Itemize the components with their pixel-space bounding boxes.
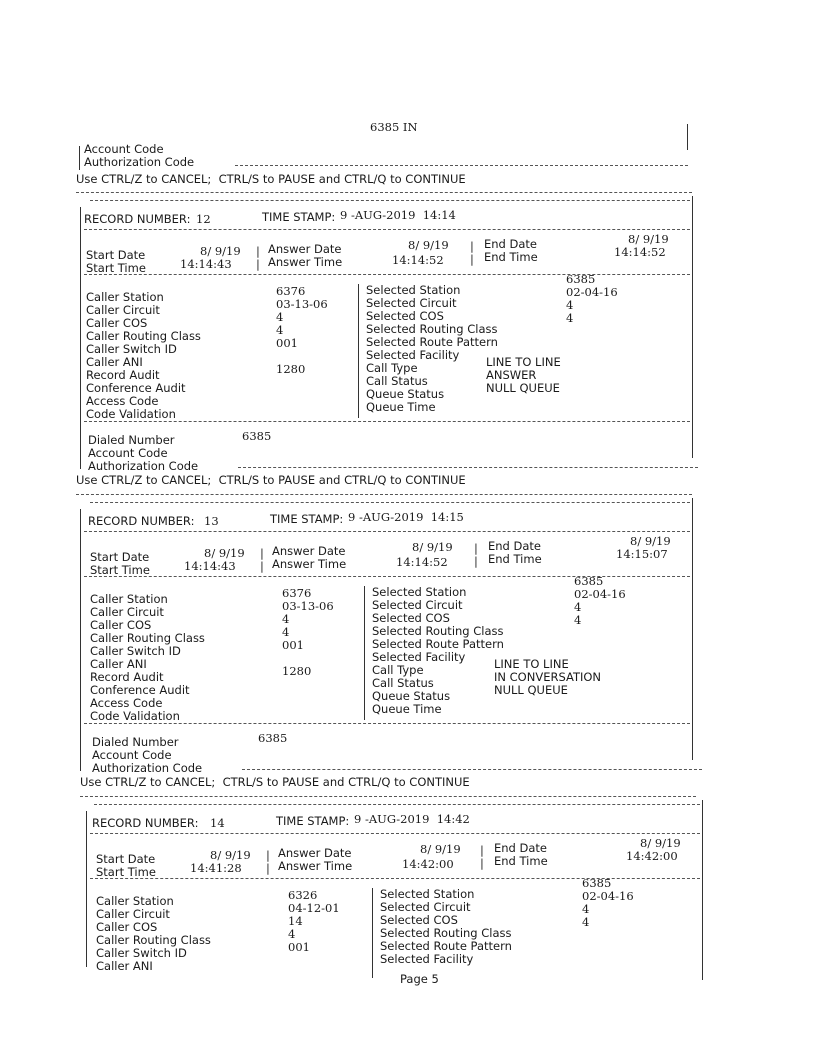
selected-cos-label: Selected COS [366, 309, 444, 323]
selected-circuit-label: Selected Circuit [380, 900, 471, 914]
selected-routing-class-value: 4 [566, 311, 574, 325]
selected-cos-label: Selected COS [380, 913, 458, 927]
selected-routing-class-label: Selected Routing Class [366, 322, 498, 336]
selected-cos-value: 4 [574, 600, 582, 614]
frame-edge [687, 124, 688, 150]
caller-routing-class-label: Caller Routing Class [96, 933, 211, 947]
start-time: 14:41:28 [190, 861, 242, 875]
call-status-label: Call Status [366, 374, 428, 388]
dialed-number-value: 6385 [242, 429, 272, 443]
authorization-code-label: Authorization Code [92, 761, 203, 775]
caller-circuit-label: Caller Circuit [86, 303, 160, 317]
end-time: 14:15:07 [616, 547, 668, 561]
end-date-label: End Date [494, 841, 547, 855]
answer-date: 8/ 9/19 [408, 238, 449, 252]
frame-edge [79, 146, 80, 170]
queue-status-value: NULL QUEUE [494, 683, 568, 697]
answer-date-label: Answer Date [272, 544, 346, 558]
caller-circuit-value: 03-13-06 [282, 599, 334, 613]
selected-routing-class-value: 4 [582, 915, 590, 929]
answer-time: 14:14:52 [396, 555, 448, 569]
selected-circuit-label: Selected Circuit [366, 296, 457, 310]
selected-facility-label: Selected Facility [380, 952, 474, 966]
start-time: 14:14:43 [184, 559, 236, 573]
caller-cos-value: 14 [288, 914, 303, 928]
station-title: 6385 IN [370, 120, 418, 134]
caller-routing-class-value: 4 [288, 927, 296, 941]
start-time-label: Start Time [90, 563, 150, 577]
start-date: 8/ 9/19 [204, 546, 245, 560]
caller-routing-class-value: 4 [282, 625, 290, 639]
selected-circuit-label: Selected Circuit [372, 598, 463, 612]
dialed-number-label: Dialed Number [92, 735, 179, 749]
answer-date: 8/ 9/19 [412, 540, 453, 554]
record-number-label: RECORD NUMBER: [84, 212, 191, 226]
start-time: 14:14:43 [180, 257, 232, 271]
answer-time: 14:14:52 [392, 253, 444, 267]
caller-cos-label: Caller COS [86, 316, 148, 330]
caller-circuit-label: Caller Circuit [90, 605, 164, 619]
time-stamp: 9 -AUG-2019 14:42 [354, 812, 470, 826]
account-code-label: Account Code [84, 142, 164, 156]
notice-text: Use CTRL/Z to CANCEL; CTRL/S to PAUSE and CTRL/Q to CONTINUE [76, 473, 466, 487]
end-date: 8/ 9/19 [630, 534, 671, 548]
call-status-label: Call Status [372, 676, 434, 690]
caller-station-label: Caller Station [96, 894, 174, 908]
selected-station-label: Selected Station [372, 585, 467, 599]
caller-routing-class-label: Caller Routing Class [86, 329, 201, 343]
access-code-label: Access Code [90, 696, 163, 710]
selected-route-pattern-label: Selected Route Pattern [366, 335, 498, 349]
selected-cos-label: Selected COS [372, 611, 450, 625]
caller-ani-label: Caller ANI [90, 657, 147, 671]
time-stamp: 9 -AUG-2019 14:14 [340, 208, 456, 222]
time-stamp-label: TIME STAMP: [270, 512, 344, 526]
selected-route-pattern-label: Selected Route Pattern [380, 939, 512, 953]
call-type-value: LINE TO LINE [486, 355, 561, 369]
call-status-value: IN CONVERSATION [494, 670, 602, 684]
record-number-label: RECORD NUMBER: [92, 816, 199, 830]
caller-routing-class-label: Caller Routing Class [90, 631, 205, 645]
caller-station-value: 6326 [288, 888, 318, 902]
call-status-value: ANSWER [486, 368, 537, 382]
caller-switch-id-label: Caller Switch ID [90, 644, 181, 658]
authorization-code-label: Authorization Code [84, 155, 195, 169]
start-date-label: Start Date [90, 550, 150, 564]
answer-date-label: Answer Date [268, 242, 342, 256]
selected-routing-class-value: 4 [574, 613, 582, 627]
caller-station-value: 6376 [276, 284, 306, 298]
access-code-label: Access Code [86, 394, 159, 408]
record-number: 13 [204, 514, 219, 528]
conference-audit-label: Conference Audit [90, 683, 190, 697]
selected-station-value: 6385 [574, 574, 604, 588]
selected-station-label: Selected Station [380, 887, 475, 901]
start-time-label: Start Time [96, 865, 156, 879]
call-type-label: Call Type [372, 663, 424, 677]
notice-text: Use CTRL/Z to CANCEL; CTRL/S to PAUSE and CTRL/Q to CONTINUE [80, 775, 470, 789]
start-date: 8/ 9/19 [210, 848, 251, 862]
end-time-label: End Time [484, 250, 538, 264]
selected-routing-class-label: Selected Routing Class [372, 624, 504, 638]
record-number: 14 [210, 816, 225, 830]
start-date: 8/ 9/19 [200, 244, 241, 258]
end-time: 14:14:52 [614, 245, 666, 259]
notice-text: Use CTRL/Z to CANCEL; CTRL/S to PAUSE and CTRL/Q to CONTINUE [76, 172, 466, 186]
conference-audit-label: Conference Audit [86, 381, 186, 395]
start-date-label: Start Date [96, 852, 156, 866]
caller-cos-label: Caller COS [96, 920, 158, 934]
caller-switch-id-label: Caller Switch ID [86, 342, 177, 356]
caller-cos-label: Caller COS [90, 618, 152, 632]
answer-time-label: Answer Time [268, 255, 343, 269]
selected-station-label: Selected Station [366, 283, 461, 297]
caller-circuit-value: 04-12-01 [288, 901, 340, 915]
start-date-label: Start Date [86, 248, 146, 262]
caller-switch-id-value: 001 [282, 638, 304, 652]
selected-station-value: 6385 [582, 876, 612, 890]
end-date: 8/ 9/19 [628, 232, 669, 246]
authorization-code-label: Authorization Code [88, 459, 199, 473]
caller-cos-value: 4 [282, 612, 290, 626]
selected-facility-label: Selected Facility [366, 348, 460, 362]
selected-circuit-value: 02-04-16 [574, 587, 626, 601]
queue-status-label: Queue Status [366, 387, 445, 401]
end-date: 8/ 9/19 [640, 836, 681, 850]
caller-station-value: 6376 [282, 586, 312, 600]
answer-time: 14:42:00 [402, 857, 454, 871]
record-audit-value: 1280 [282, 664, 312, 678]
selected-station-value: 6385 [566, 272, 596, 286]
queue-time-label: Queue Time [366, 400, 436, 414]
selected-cos-value: 4 [566, 298, 574, 312]
queue-time-label: Queue Time [372, 702, 442, 716]
record-number-label: RECORD NUMBER: [88, 514, 195, 528]
caller-switch-id-label: Caller Switch ID [96, 946, 187, 960]
end-date-label: End Date [488, 539, 541, 553]
call-type-value: LINE TO LINE [494, 657, 569, 671]
record-number: 12 [196, 212, 211, 226]
start-time-label: Start Time [86, 261, 146, 275]
end-time-label: End Time [488, 552, 542, 566]
account-code-label: Account Code [88, 446, 168, 460]
selected-route-pattern-label: Selected Route Pattern [372, 637, 504, 651]
dialed-number-label: Dialed Number [88, 433, 175, 447]
caller-station-label: Caller Station [90, 592, 168, 606]
code-validation-label: Code Validation [86, 407, 176, 421]
selected-circuit-value: 02-04-16 [566, 285, 618, 299]
record-audit-value: 1280 [276, 362, 306, 376]
account-code-label: Account Code [92, 748, 172, 762]
caller-ani-label: Caller ANI [96, 959, 153, 973]
selected-cos-value: 4 [582, 902, 590, 916]
selected-routing-class-label: Selected Routing Class [380, 926, 512, 940]
caller-switch-id-value: 001 [276, 336, 298, 350]
caller-switch-id-value: 001 [288, 940, 310, 954]
end-time-label: End Time [494, 854, 548, 868]
caller-circuit-label: Caller Circuit [96, 907, 170, 921]
caller-cos-value: 4 [276, 310, 284, 324]
dialed-number-value: 6385 [258, 731, 288, 745]
caller-station-label: Caller Station [86, 290, 164, 304]
end-time: 14:42:00 [626, 849, 678, 863]
record-audit-label: Record Audit [86, 368, 160, 382]
page-number: Page 5 [400, 972, 439, 986]
time-stamp-label: TIME STAMP: [276, 814, 350, 828]
answer-time-label: Answer Time [278, 859, 353, 873]
queue-status-value: NULL QUEUE [486, 381, 560, 395]
call-type-label: Call Type [366, 361, 418, 375]
answer-date: 8/ 9/19 [420, 842, 461, 856]
caller-ani-label: Caller ANI [86, 355, 143, 369]
time-stamp: 9 -AUG-2019 14:15 [348, 510, 464, 524]
answer-date-label: Answer Date [278, 846, 352, 860]
record-audit-label: Record Audit [90, 670, 164, 684]
code-validation-label: Code Validation [90, 709, 180, 723]
selected-circuit-value: 02-04-16 [582, 889, 634, 903]
caller-circuit-value: 03-13-06 [276, 297, 328, 311]
caller-routing-class-value: 4 [276, 323, 284, 337]
selected-facility-label: Selected Facility [372, 650, 466, 664]
answer-time-label: Answer Time [272, 557, 347, 571]
end-date-label: End Date [484, 237, 537, 251]
queue-status-label: Queue Status [372, 689, 451, 703]
time-stamp-label: TIME STAMP: [262, 210, 336, 224]
